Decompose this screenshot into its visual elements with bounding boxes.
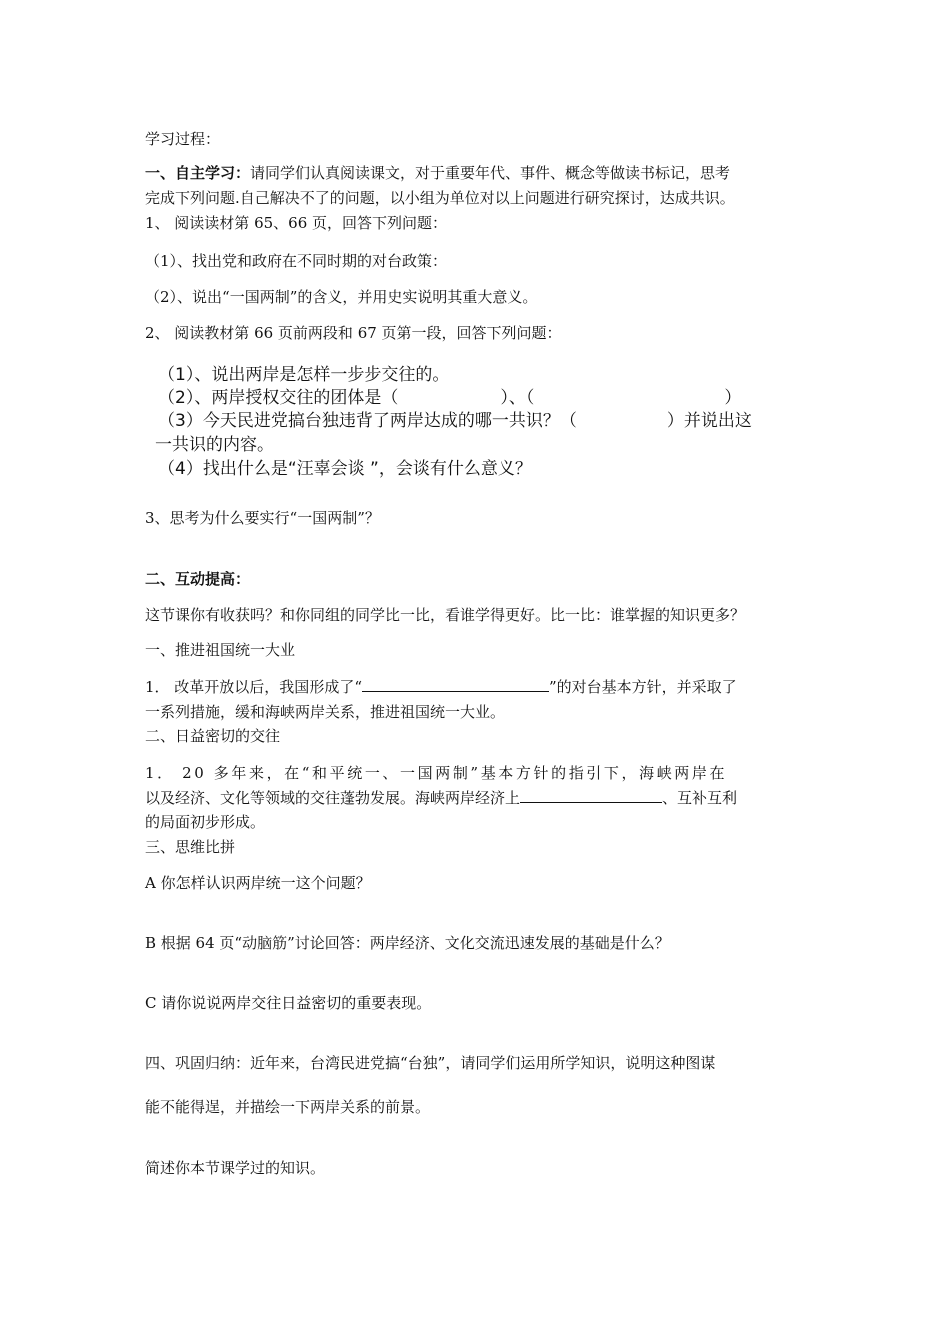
question-1b: （2）、说出“一国两制”的含义，并用史实说明其重大意义。 [145, 288, 538, 306]
question-1a: （1）、找出党和政府在不同时期的对台政策： [145, 252, 448, 270]
self-study-line-2: 完成下列问题.自己解决不了的问题，以小组为单位对以上问题进行研究探讨，达成共识。 [145, 189, 735, 207]
part-1-line-1: 1． 改革开放以后，我国形成了“ ”的对台基本方针，并采取了 [145, 678, 737, 696]
self-study-line-1: 一、自主学习：请同学们认真阅读课文，对于重要年代、事件、概念等做读书标记，思考 [145, 164, 731, 182]
part-2-line-1: 1． 20 多年来，在“和平统一、一国两制”基本方针的指引下，海峡两岸在 [145, 764, 728, 782]
part-1-line-2: 一系列措施，缓和海峡两岸关系，推进祖国统一大业。 [145, 703, 506, 721]
question-2c-continued: 一共识的内容。 [155, 435, 274, 455]
part-3-title: 三、思维比拼 [145, 838, 236, 856]
interactive-heading: 二、互动提高： [145, 570, 251, 588]
part-1-title: 一、推进祖国统一大业 [145, 641, 296, 659]
answer-blank[interactable] [362, 677, 549, 692]
question-c: C 请你说说两岸交往日益密切的重要表现。 [145, 994, 432, 1012]
question-2c: （3）今天民进党搞台独违背了两岸达成的哪一共识？（ ）并说出这 [158, 411, 752, 431]
question-3: 3、思考为什么要实行“一国两制”？ [145, 509, 380, 527]
consolidation-line-1: 四、巩固归纳：近年来，台湾民进党搞“台独”，请同学们运用所学知识，说明这种图谋 [145, 1054, 716, 1072]
consolidation-line-2: 能不能得逞，并描绘一下两岸关系的前景。 [145, 1098, 431, 1116]
question-a: A 你怎样认识两岸统一这个问题？ [145, 874, 371, 892]
self-study-heading: 一、自主学习： [145, 164, 251, 182]
question-2: 2、 阅读教材第 66 页前两段和 67 页第一段，回答下列问题： [145, 324, 562, 342]
question-2a: （1）、说出两岸是怎样一步步交往的。 [158, 365, 450, 385]
question-2b: （2）、两岸授权交往的团体是（ ）、（ ） [158, 388, 742, 408]
part-2-line-2: 以及经济、文化等领域的交往蓬勃发展。海峡两岸经济上 、互补互利 [145, 789, 738, 807]
summary-prompt: 简述你本节课学过的知识。 [145, 1159, 326, 1177]
question-b: B 根据 64 页“动脑筋”讨论回答：两岸经济、文化交流迅速发展的基础是什么？ [145, 934, 670, 952]
answer-blank[interactable] [520, 788, 662, 803]
section-title: 学习过程： [145, 130, 221, 148]
part-2-title: 二、日益密切的交往 [145, 727, 281, 745]
question-2d: （4）找出什么是“汪辜会谈 ”，会谈有什么意义？ [158, 459, 532, 479]
question-1: 1、 阅读读材第 65、66 页，回答下列问题： [145, 214, 448, 232]
part-2-line-3: 的局面初步形成。 [145, 813, 266, 831]
interactive-intro: 这节课你有收获吗？和你同组的同学比一比，看谁学得更好。比一比：谁掌握的知识更多？ [145, 606, 746, 624]
